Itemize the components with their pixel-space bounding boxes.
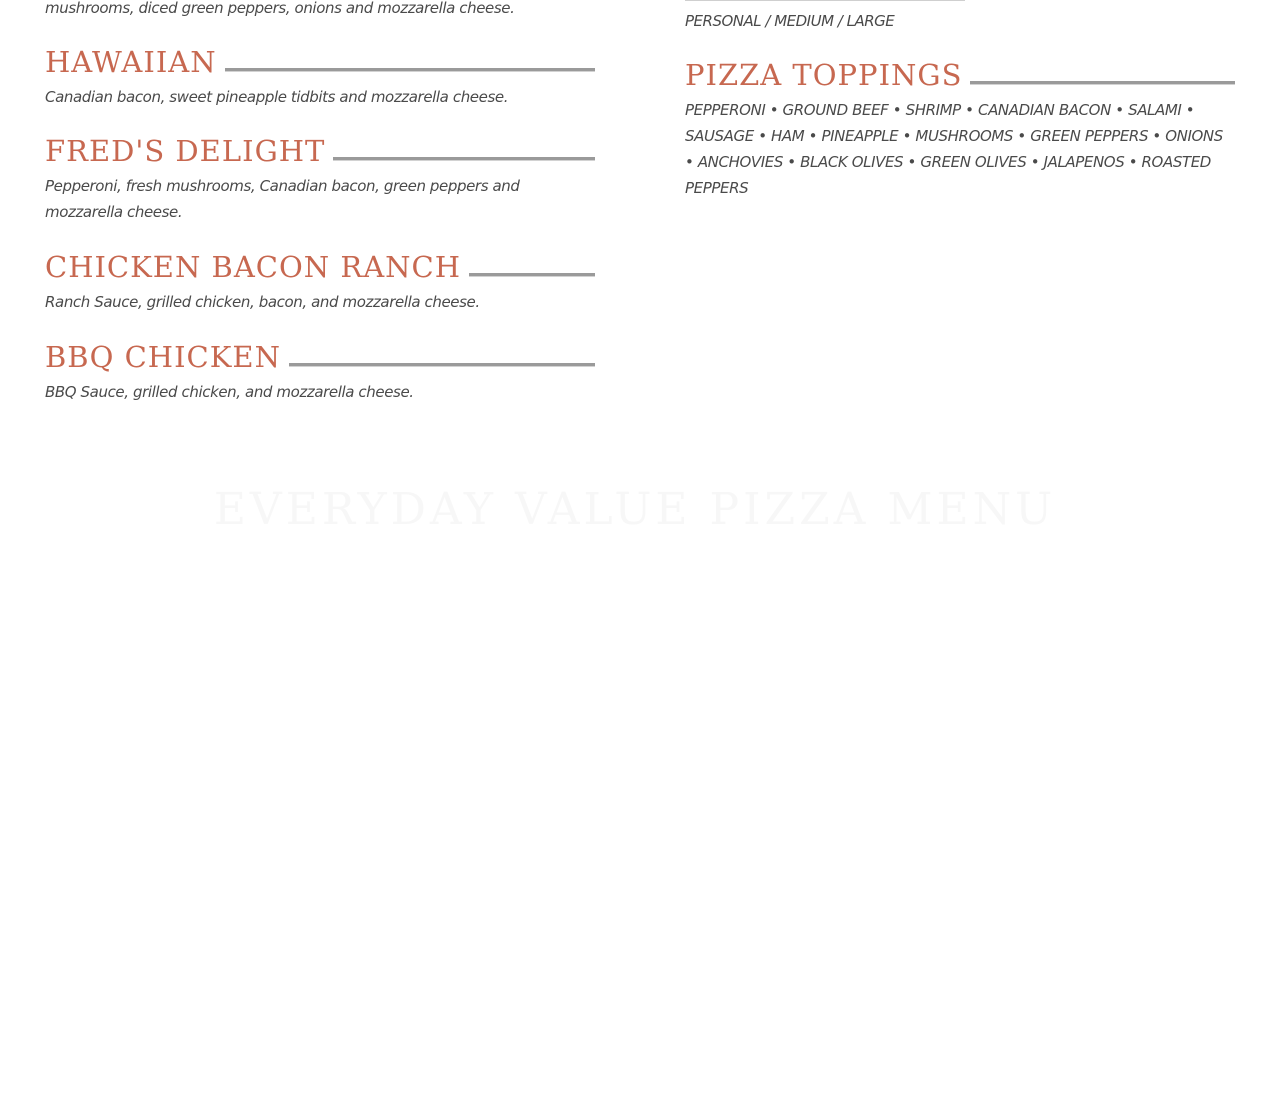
section-title: PIZZA TOPPINGS	[685, 58, 963, 92]
title-divider	[333, 157, 595, 161]
title-divider	[970, 81, 1235, 85]
menu-item-bbq-chicken	[45, 340, 595, 405]
title-divider	[469, 273, 595, 277]
toppings-list: PEPPERONI • GROUND BEEF • SHRIMP • CANADIAN BACON • SALAMI • SAUSAGE • HAM • PINEAPPLE • MUSHROOMS • GREEN PEPPERS • ONIONS • ANCHOVIES • BLACK OLIVES • GREEN OLIVES • JALAPENOS • ROASTED PEPPERS	[685, 101, 1223, 197]
item-description: Pepperoni, fresh mushrooms, Canadian bacon, green peppers and mozzarella cheese.	[45, 177, 520, 221]
menu-section-pizza-toppings	[685, 58, 1235, 201]
item-description: BBQ Sauce, grilled chicken, and mozzarella cheese.	[45, 383, 414, 401]
item-description: Canadian bacon, sweet pineapple tidbits and mozzarella cheese.	[45, 88, 509, 106]
menu-watermark: EVERYDAY VALUE PIZZA MENU	[213, 484, 1057, 535]
item-title: CHICKEN BACON RANCH	[45, 250, 461, 284]
title-divider	[225, 68, 595, 72]
menu-item-hawaiian	[45, 45, 595, 110]
title-divider	[289, 363, 595, 367]
item-title: FRED'S DELIGHT	[45, 134, 326, 168]
partial-title-divider	[685, 0, 965, 1]
item-title: HAWAIIAN	[45, 45, 217, 79]
menu-item-chicken-bacon-ranch	[45, 250, 595, 315]
partial-item-description: mushrooms, diced green peppers, onions and mozzarella cheese.	[45, 0, 515, 17]
pizza-sizes: PERSONAL / MEDIUM / LARGE	[685, 12, 895, 30]
item-description: Ranch Sauce, grilled chicken, bacon, and mozzarella cheese.	[45, 293, 480, 311]
menu-item-freds-delight	[45, 134, 595, 225]
item-title: BBQ CHICKEN	[45, 340, 281, 374]
